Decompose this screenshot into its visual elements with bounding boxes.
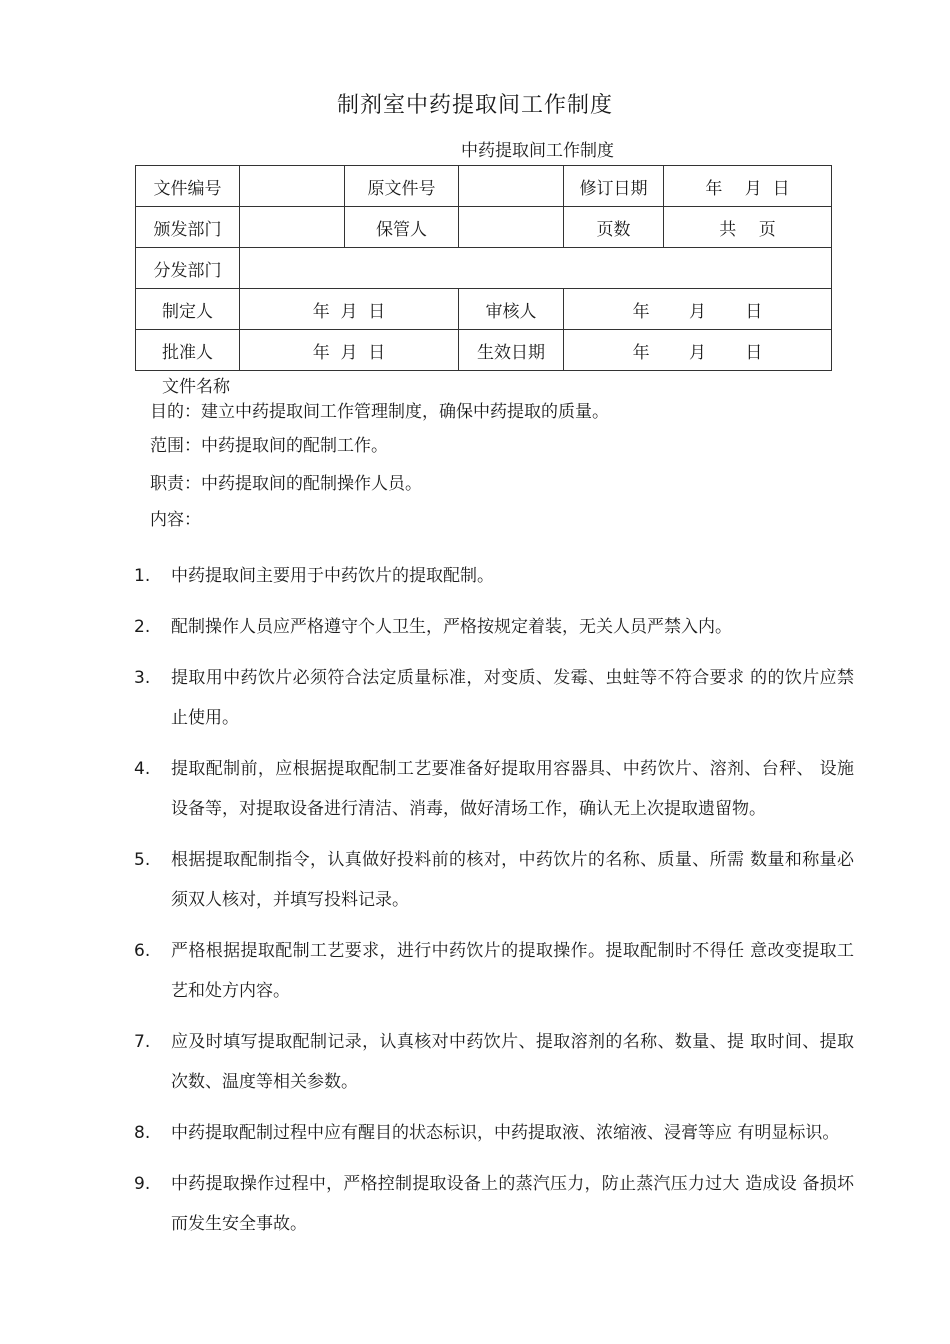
table-row — [136, 207, 832, 248]
label-distribution-dept: 分发部门 — [136, 248, 240, 289]
value-revision-date: 年 月 日 — [664, 166, 832, 207]
scope-text: 范围：中药提取间的配制工作。 — [150, 436, 388, 456]
label-reviewer: 审核人 — [459, 289, 564, 330]
list-item — [134, 931, 854, 1011]
content-list — [134, 556, 854, 1255]
list-item-text: 中药提取操作过程中，严格控制提取设备上的蒸汽压力，防止蒸汽压力过大 造成设 备损坏而发生安全事故。 — [171, 1174, 854, 1234]
list-item-text: 配制操作人员应严格遵守个人卫生，严格按规定着装，无关人员严禁入内。 — [171, 617, 732, 637]
page-title: 制剂室中药提取间工作制度 — [336, 93, 613, 118]
list-item-number: 3. — [134, 668, 151, 688]
table-row — [136, 248, 832, 289]
value-effective-date: 年 月 日 — [564, 330, 832, 371]
value-issuing-dept — [240, 207, 345, 248]
list-item — [134, 658, 854, 738]
document-info-table — [135, 165, 832, 371]
value-prepared-date: 年 月 日 — [240, 289, 459, 330]
list-item-text: 中药提取间主要用于中药饮片的提取配制。 — [171, 566, 494, 586]
page-subtitle: 中药提取间工作制度 — [461, 141, 614, 161]
list-item-text: 提取用中药饮片必须符合法定质量标准，对变质、发霉、虫蛀等不符合要求 的的饮片应禁止使用。 — [171, 668, 854, 728]
label-revision-date: 修订日期 — [564, 166, 664, 207]
value-distribution-dept — [240, 248, 832, 289]
table-row — [136, 330, 832, 371]
list-item-text: 根据提取配制指令，认真做好投料前的核对，中药饮片的名称、质量、所需 数量和称量必须双人核对，并填写投料记录。 — [171, 850, 854, 910]
list-item — [134, 1113, 854, 1153]
value-custodian — [459, 207, 564, 248]
list-item-number: 1. — [134, 566, 151, 586]
list-item-text: 应及时填写提取配制记录，认真核对中药饮片、提取溶剂的名称、数量、提 取时间、提取次数、温度等相关参数。 — [171, 1032, 854, 1092]
list-item-number: 2. — [134, 617, 151, 637]
table-row — [136, 166, 832, 207]
list-item-number: 6. — [134, 941, 151, 961]
responsibility-text: 职责：中药提取间的配制操作人员。 — [150, 474, 422, 494]
list-item-number: 7. — [134, 1032, 151, 1052]
value-original-file-number — [459, 166, 564, 207]
label-effective-date: 生效日期 — [459, 330, 564, 371]
label-issuing-dept: 颁发部门 — [136, 207, 240, 248]
label-custodian: 保管人 — [345, 207, 459, 248]
list-item-text: 提取配制前，应根据提取配制工艺要准备好提取用容器具、中药饮片、溶剂、台秤、 设施设备等，对提取设备进行清洁、消毒，做好清场工作，确认无上次提取遗留物。 — [171, 759, 854, 819]
table-row — [136, 289, 832, 330]
list-item-number: 8. — [134, 1123, 151, 1143]
list-item — [134, 749, 854, 829]
list-item-number: 9. — [134, 1174, 151, 1194]
label-approved-by: 批准人 — [136, 330, 240, 371]
list-item-text: 中药提取配制过程中应有醒目的状态标识，中药提取液、浓缩液、浸膏等应 有明显标识。 — [171, 1123, 840, 1143]
list-item — [134, 556, 854, 596]
label-page-count: 页数 — [564, 207, 664, 248]
value-approved-date: 年 月 日 — [240, 330, 459, 371]
list-item — [134, 840, 854, 920]
list-item-text: 严格根据提取配制工艺要求，进行中药饮片的提取操作。提取配制时不得任 意改变提取工艺和处方内容。 — [171, 941, 854, 1001]
label-prepared-by: 制定人 — [136, 289, 240, 330]
list-item-number: 5. — [134, 850, 151, 870]
file-name-label: 文件名称 — [162, 377, 230, 397]
list-item-number: 4. — [134, 759, 151, 779]
purpose-text: 目的：建立中药提取间工作管理制度，确保中药提取的质量。 — [150, 402, 609, 422]
value-review-date: 年 月 日 — [564, 289, 832, 330]
label-file-number: 文件编号 — [136, 166, 240, 207]
value-page-count: 共 页 — [664, 207, 832, 248]
list-item — [134, 1022, 854, 1102]
value-file-number — [240, 166, 345, 207]
label-original-file-number: 原文件号 — [345, 166, 459, 207]
list-item — [134, 607, 854, 647]
list-item — [134, 1164, 854, 1244]
content-label: 内容： — [150, 510, 201, 530]
